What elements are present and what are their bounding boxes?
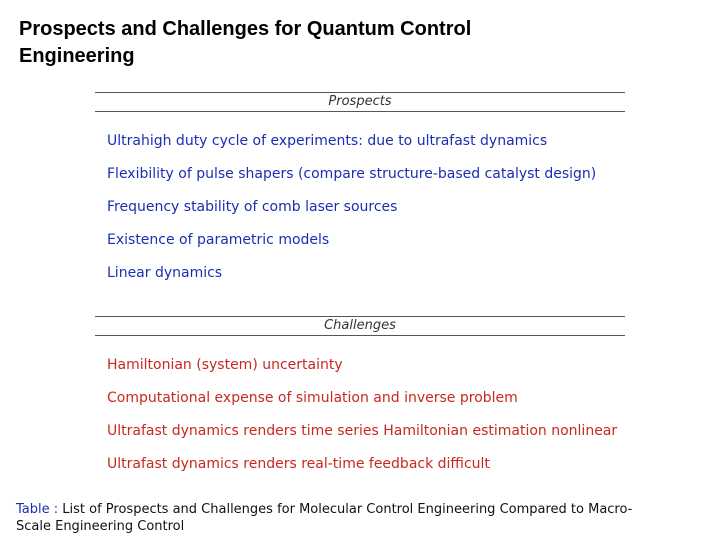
prospect-item: Ultrahigh duty cycle of experiments: due to ultrafast dynamics — [107, 133, 548, 149]
slide-title-line-2: Engineering — [19, 45, 135, 67]
prospect-item: Frequency stability of comb laser sources — [107, 199, 398, 215]
challenge-item: Ultrafast dynamics renders real-time feedback difficult — [107, 456, 490, 472]
slide-title-line-1: Prospects and Challenges for Quantum Control — [19, 18, 472, 40]
challenge-item: Computational expense of simulation and inverse problem — [107, 390, 518, 406]
prospect-item: Flexibility of pulse shapers (compare structure-based catalyst design) — [107, 166, 597, 182]
prospects-heading-rule — [95, 111, 625, 112]
prospect-item: Existence of parametric models — [107, 232, 330, 248]
caption-text: List of Prospects and Challenges for Molecular Control Engineering Compared to Macro-Scale Engineering Control — [16, 502, 633, 534]
prospects-header — [95, 92, 625, 112]
challenges-heading: Challenges — [324, 318, 396, 333]
prospects-heading: Prospects — [328, 94, 392, 109]
prospect-item: Linear dynamics — [107, 265, 223, 281]
challenge-item: Hamiltonian (system) uncertainty — [107, 357, 343, 373]
challenge-item: Ultrafast dynamics renders time series Hamiltonian estimation nonlinear — [107, 423, 618, 439]
challenges-header — [95, 316, 625, 336]
caption-label: Table : — [16, 502, 59, 517]
slide-title — [19, 16, 579, 70]
challenges-heading-rule — [95, 335, 625, 336]
table-caption — [16, 501, 656, 535]
